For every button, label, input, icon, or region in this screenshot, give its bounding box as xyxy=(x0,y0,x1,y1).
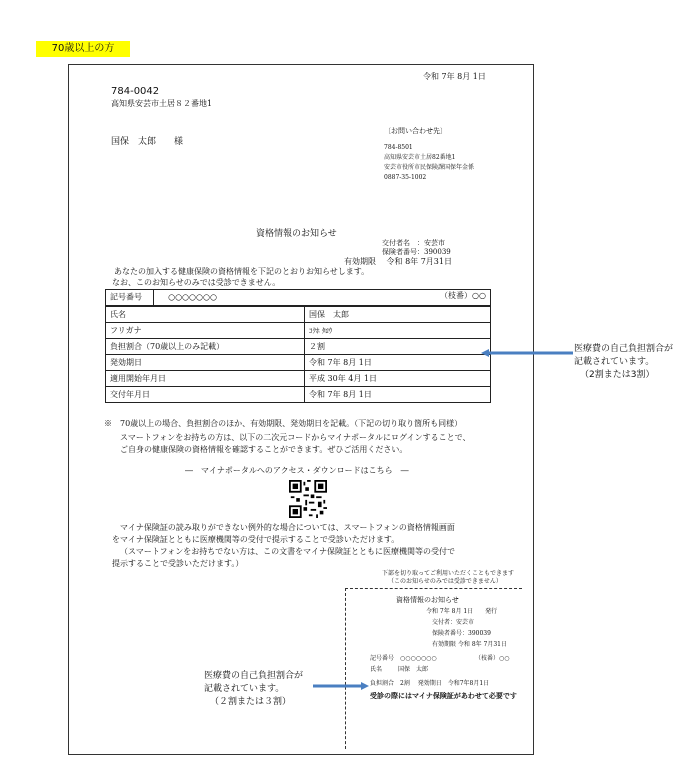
cut-insurer: 保険者番号：390039 xyxy=(432,630,491,637)
annotation-1: 医療費の自己負担割合が 記載されています。 （2割または3割） xyxy=(574,344,674,380)
intro-line-2: なお、このお知らせのみでは受診できません。 xyxy=(112,278,281,287)
cut-burden: 負担割合 2割 発効期日 令和7年8月1日 xyxy=(370,680,490,687)
footnote-2: スマートフォンをお持ちの方は、以下の二次元コードからマイナポータルにログインすることで、 xyxy=(112,433,471,442)
table-row: 発効期日 令和 7年 8月 1日 xyxy=(106,355,491,371)
qr-code[interactable] xyxy=(289,480,327,518)
cut-warning: 受診の際にはマイナ保険証があわせて必要です xyxy=(370,691,517,700)
contact-title: 〔お問い合わせ先〕 xyxy=(384,127,447,135)
arrow-to-cut-burden xyxy=(313,682,369,690)
issuer: 交付者名 ：安芸市 xyxy=(382,239,445,247)
address: 高知県安芸市土居８２番地1 xyxy=(111,99,213,108)
annotation-2: 医療費の自己負担割合が 記載されています。 （２割または３割） xyxy=(204,671,304,707)
table-row xyxy=(106,290,491,307)
para-line-3: （スマートフォンをお持ちでない方は、この文書をマイナ保険証とともに医療機関等の受付で xyxy=(120,547,455,556)
kigo-value: ○○○○○○○ xyxy=(168,292,217,302)
arrow-to-burden-row xyxy=(481,349,573,357)
intro-line-1: あなたの加入する健康保険の資格情報を下記のとおりお知らせします。 xyxy=(106,267,370,276)
insurer-number: 保険者番号：390039 xyxy=(382,248,451,256)
cut-issuer: 交付者：安芸市 xyxy=(432,619,475,626)
para-line-2: をマイナ保険証とともに医療機関等の受付で提示することで受診いただけます。 xyxy=(112,535,400,544)
cut-expiry: 有効期限 令和 8年 7月31日 xyxy=(432,641,507,648)
table-row: 負担割合（70歳以上のみ記載） ２割 xyxy=(106,339,491,355)
age-tag: 70歳以上の方 xyxy=(36,41,130,57)
expiry: 有効期限 令和 8年 7月31日 xyxy=(344,257,452,266)
cut-kigo: 記号番号 ○○○○○○○ xyxy=(370,655,437,662)
cut-name-label: 氏名 xyxy=(370,666,383,673)
cut-name: 国保 太郎 xyxy=(398,666,429,673)
para-line-4: 提示することで受診いただけます。） xyxy=(112,559,244,568)
table-row: 交付年月日 令和 7年 8月 1日 xyxy=(106,387,491,403)
portal-heading: ― マイナポータルへのアクセス・ダウンロードはこちら ― xyxy=(185,466,409,475)
footnote-3: ご自身の健康保険の資格情報を確認することができます。ぜひご活用ください。 xyxy=(112,445,408,454)
footnote-1: ※ 70歳以上の場合、負担割合のほか、有効期限、発効期日を記載。（下記の切り取り箇所も同様） xyxy=(104,419,463,428)
recipient-name: 国保 太郎 様 xyxy=(111,137,184,147)
table-row: フリガナ ｺｸﾎ ﾀﾛｳ xyxy=(106,323,491,339)
cut-date: 令和 7年 8月 1日 発行 xyxy=(426,608,498,615)
cut-edaban: （枝番）○○ xyxy=(475,655,510,662)
edaban: （枝番）○○ xyxy=(440,291,486,300)
doc-title: 資格情報のお知らせ xyxy=(256,229,337,239)
kigo-label: 記号番号 xyxy=(110,292,142,302)
info-table xyxy=(105,289,491,403)
table-row: 適用開始年月日 平成 30年 4月 1日 xyxy=(106,371,491,387)
para-line-1: マイナ保険証の読み取りができない例外的な場合については、スマートフォンの資格情報画面 xyxy=(120,523,455,532)
table-row: 氏名 国保 太郎 xyxy=(106,306,491,323)
cut-note-2: （このお知らせのみでは受診できません） xyxy=(388,578,502,585)
cut-title: 資格情報のお知らせ xyxy=(396,596,459,604)
contact-block: 784-8501 高知県安芸市土居82番地1 安芸市役所市民保険課国保年金係 0887-35-1002 xyxy=(384,144,475,181)
issue-date: 令和 7年 8月 1日 xyxy=(423,72,486,81)
cut-note-1: 下部を切り取ってご利用いただくこともできます xyxy=(382,570,515,577)
postal-code: 784-0042 xyxy=(111,86,160,97)
